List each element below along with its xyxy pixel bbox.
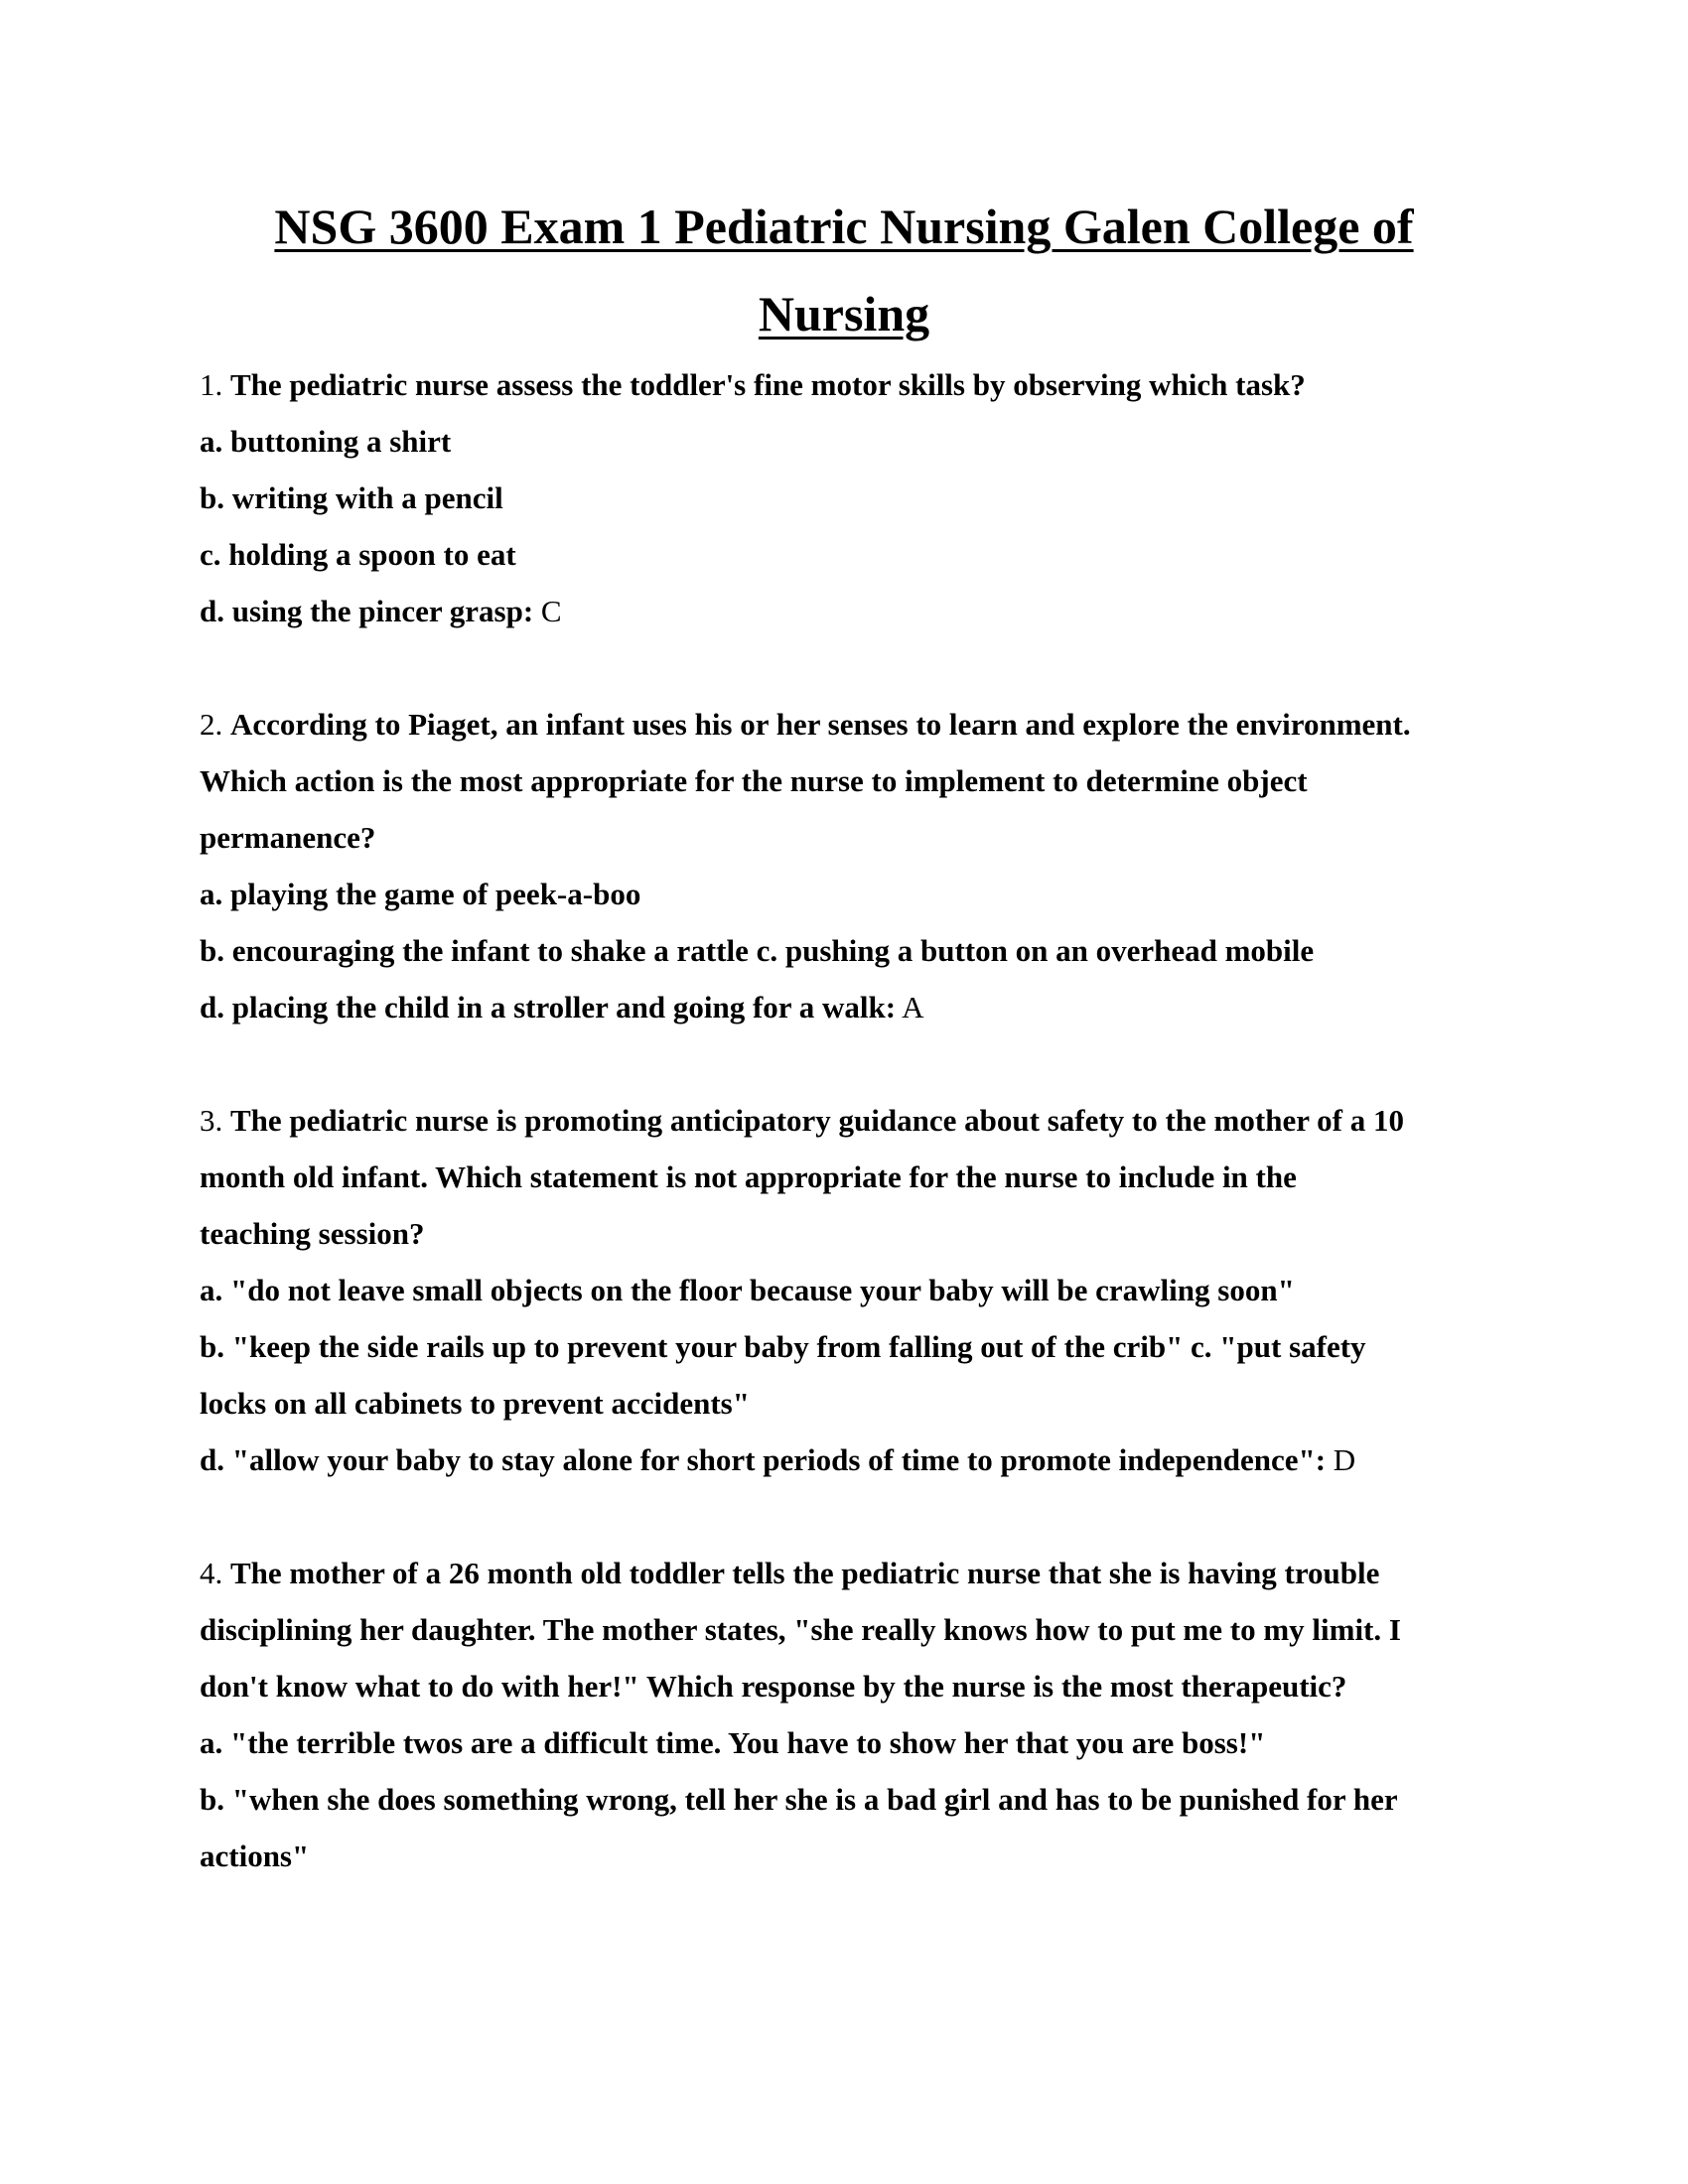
answer-option: a. "do not leave small objects on the floor because your baby will be crawling soon"	[200, 1273, 1295, 1307]
question-stem-line: 3. The pediatric nurse is promoting anticipatory guidance about safety to the mother of a 10	[200, 1103, 1404, 1138]
answer-option: b. writing with a pencil	[200, 480, 503, 515]
question-stem-line: permanence?	[200, 820, 376, 855]
answer-option: a. "the terrible twos are a difficult time. You have to show her that you are boss!"	[200, 1725, 1266, 1760]
question-stem-line: 1. The pediatric nurse assess the toddler's fine motor skills by observing which task?	[200, 367, 1306, 402]
question-stem-line: disciplining her daughter. The mother states, "she really knows how to put me to my limit. I	[200, 1612, 1401, 1647]
answer-option: b. encouraging the infant to shake a rattle c. pushing a button on an overhead mobile	[200, 933, 1315, 968]
document-title-line-1: NSG 3600 Exam 1 Pediatric Nursing Galen College of	[274, 199, 1414, 254]
answer-option: locks on all cabinets to prevent accidents"	[200, 1386, 750, 1421]
question-number: 3.	[200, 1103, 223, 1138]
document-title-line-2: Nursing	[758, 286, 930, 341]
answer-option: a. playing the game of peek-a-boo	[200, 877, 641, 911]
question-stem-line: Which action is the most appropriate for the nurse to implement to determine object	[200, 763, 1308, 798]
question-number: 2.	[200, 707, 223, 742]
answer-option: a. buttoning a shirt	[200, 424, 452, 459]
answer-option: actions"	[200, 1839, 310, 1873]
answer-key: C	[540, 594, 562, 628]
question-stem-line: month old infant. Which statement is not appropriate for the nurse to include in the	[200, 1160, 1297, 1194]
answer-key: D	[1333, 1442, 1356, 1477]
answer-key: A	[902, 990, 924, 1024]
answer-option: d. placing the child in a stroller and going for a walk: A	[200, 990, 924, 1024]
question-number: 4.	[200, 1556, 223, 1590]
question-stem-line: teaching session?	[200, 1216, 425, 1251]
answer-option: c. holding a spoon to eat	[200, 537, 516, 572]
answer-option: d. "allow your baby to stay alone for short periods of time to promote independence": D	[200, 1442, 1356, 1477]
question-stem-line: don't know what to do with her!" Which response by the nurse is the most therapeutic?	[200, 1669, 1347, 1704]
question-number: 1.	[200, 367, 223, 402]
answer-option: d. using the pincer grasp: C	[200, 594, 562, 628]
question-stem-line: 2. According to Piaget, an infant uses his or her senses to learn and explore the environment.	[200, 707, 1411, 742]
question-stem-line: 4. The mother of a 26 month old toddler tells the pediatric nurse that she is having trouble	[200, 1556, 1380, 1590]
answer-option: b. "when she does something wrong, tell her she is a bad girl and has to be punished for her	[200, 1782, 1398, 1817]
answer-option: b. "keep the side rails up to prevent your baby from falling out of the crib" c. "put safety	[200, 1329, 1366, 1364]
